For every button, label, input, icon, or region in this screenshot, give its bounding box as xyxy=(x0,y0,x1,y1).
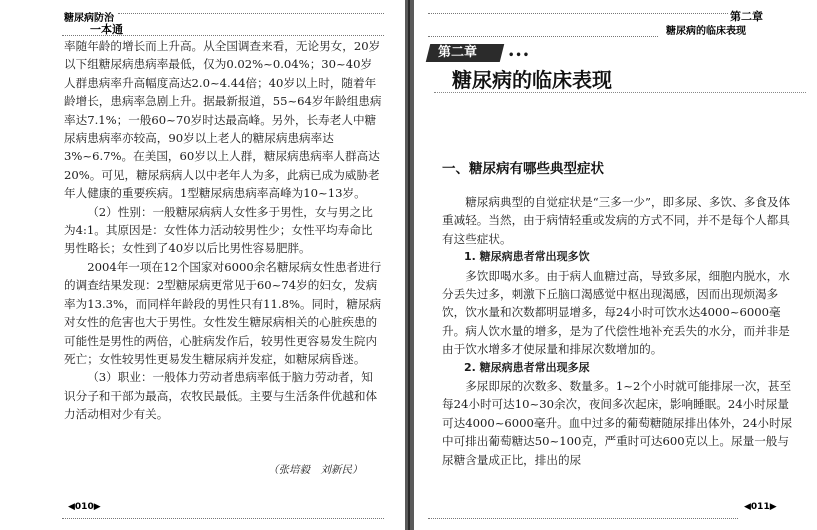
right-header-rule xyxy=(428,36,658,37)
polydipsia-paragraph: 多饮即喝水多。由于病人血糖过高，导致多尿，细胞内脱水，水分丢失过多，刺激下丘脑口渴感觉中枢出现渴感，因而出现烦渴多饮，饮水量和次数都明显增多，每24小时可饮水达4000~6000毫升。病人饮水量的增多，是为了代偿性地补充丢失的水分，而并非是由于饮水增多才使尿量和排尿次数增加的。 xyxy=(442,268,790,357)
polyuria-paragraph: 多尿即尿的次数多、数量多。1~2个小时就可能排尿一次，甚至每24小时可达10~30余次，夜间多次起床，影响睡眠。24小时尿量可达4000~6000毫升。血中过多的葡萄糖随尿排出体外，24小时尿中可排出葡萄糖达50~100克，严重时可达600克以上。尿量一般与尿糖含量成正比，排出的尿 xyxy=(442,379,793,467)
section-title: 一、糖尿病有哪些典型症状 xyxy=(442,161,604,177)
left-paragraph-3: 2004年一项在12个国家对6000余名糖尿病女性患者进行的调查结果发现：2型糖尿病更常见于60~74岁的妇女，发病率为13.3%，而同样年龄段的男性只有11.8%。同时，糖尿病对女性的危害也大于男性。女性发生糖尿病相关的心脏疾患的可能性是男性的两倍，心脏病发作后，较男性更容易发生院内死亡；女性较男性更易发生糖尿病并发症，如糖尿病昏迷。 xyxy=(64,259,382,366)
left-header-subtitle: 一本通 xyxy=(90,23,123,36)
chapter-title-rule xyxy=(434,92,806,93)
right-footer-rule xyxy=(428,518,738,519)
right-body xyxy=(442,193,798,469)
chapter-title: 糖尿病的临床表现 xyxy=(452,68,612,92)
left-paragraph-4: （3）职业：一般体力劳动者患病率低于脑力劳动者，知识分子和干部为最高，农牧民最低。主要与生活条件优越和体力活动相对少有关。 xyxy=(64,370,378,422)
chapter-label: 第二章 xyxy=(438,45,478,60)
right-header-subtitle: 糖尿病的临床表现 xyxy=(666,26,746,37)
left-paragraph-2: （2）性别：一般糖尿病病人女性多于男性，女与男之比为4:1。其原因是：女性体力活动较男性少；女性平均寿命比男性略长；女性到了40岁以后比男性容易肥胖。 xyxy=(64,204,373,256)
intro-paragraph: 糖尿病典型的自觉症状是“三多一少”，即多尿、多饮、多食及体重减轻。当然，由于病情轻重或发病的方式不同，并不是每个人都具有这些症状。 xyxy=(442,195,791,246)
signature: （张培毅 刘新民） xyxy=(268,464,363,476)
right-header-chapter: 第二章 xyxy=(730,10,763,23)
left-body xyxy=(64,37,382,424)
right-page-number: ◀011▶ xyxy=(744,502,777,512)
left-header-rule xyxy=(62,35,384,36)
left-page-number: ◀010▶ xyxy=(68,502,101,512)
book-gutter xyxy=(405,0,414,530)
left-page xyxy=(0,0,405,530)
left-header-title: 糖尿病防治 xyxy=(64,13,114,24)
right-page xyxy=(414,0,817,530)
subheading-polyuria: 2. 糖尿病患者常出现多尿 xyxy=(464,360,590,374)
right-header-rule-top xyxy=(428,13,728,14)
subheading-polydipsia: 1. 糖尿病患者常出现多饮 xyxy=(464,250,590,264)
left-paragraph-1: 率随年龄的增长而上升高。从全国调查来看，无论男女，20岁以下组糖尿病患病率最低，仅为0.02%~0.04%；30~40岁人群患病率升高幅度高达2.0~4.44倍；40岁以上时，随着年龄增长，患病率急剧上升。据最新报道，55~64岁年龄组患病率达7.1%；一般60~70岁时达最高峰。另外，长寿老人中糖尿病患病率亦较高，90岁以上老人的糖尿病患病率达3%~6.7%。在美国，60岁以上人群，糖尿病患病率人群高达20%。可见，糖尿病病人以中老年人为多，此病已成为威胁老年人健康的重要疾病。1型糖尿病患病率高峰为10~13岁。 xyxy=(64,39,382,201)
chapter-label-dots: ••• xyxy=(508,50,531,61)
left-footer-rule xyxy=(62,518,384,519)
left-header-rule-top xyxy=(118,13,384,14)
